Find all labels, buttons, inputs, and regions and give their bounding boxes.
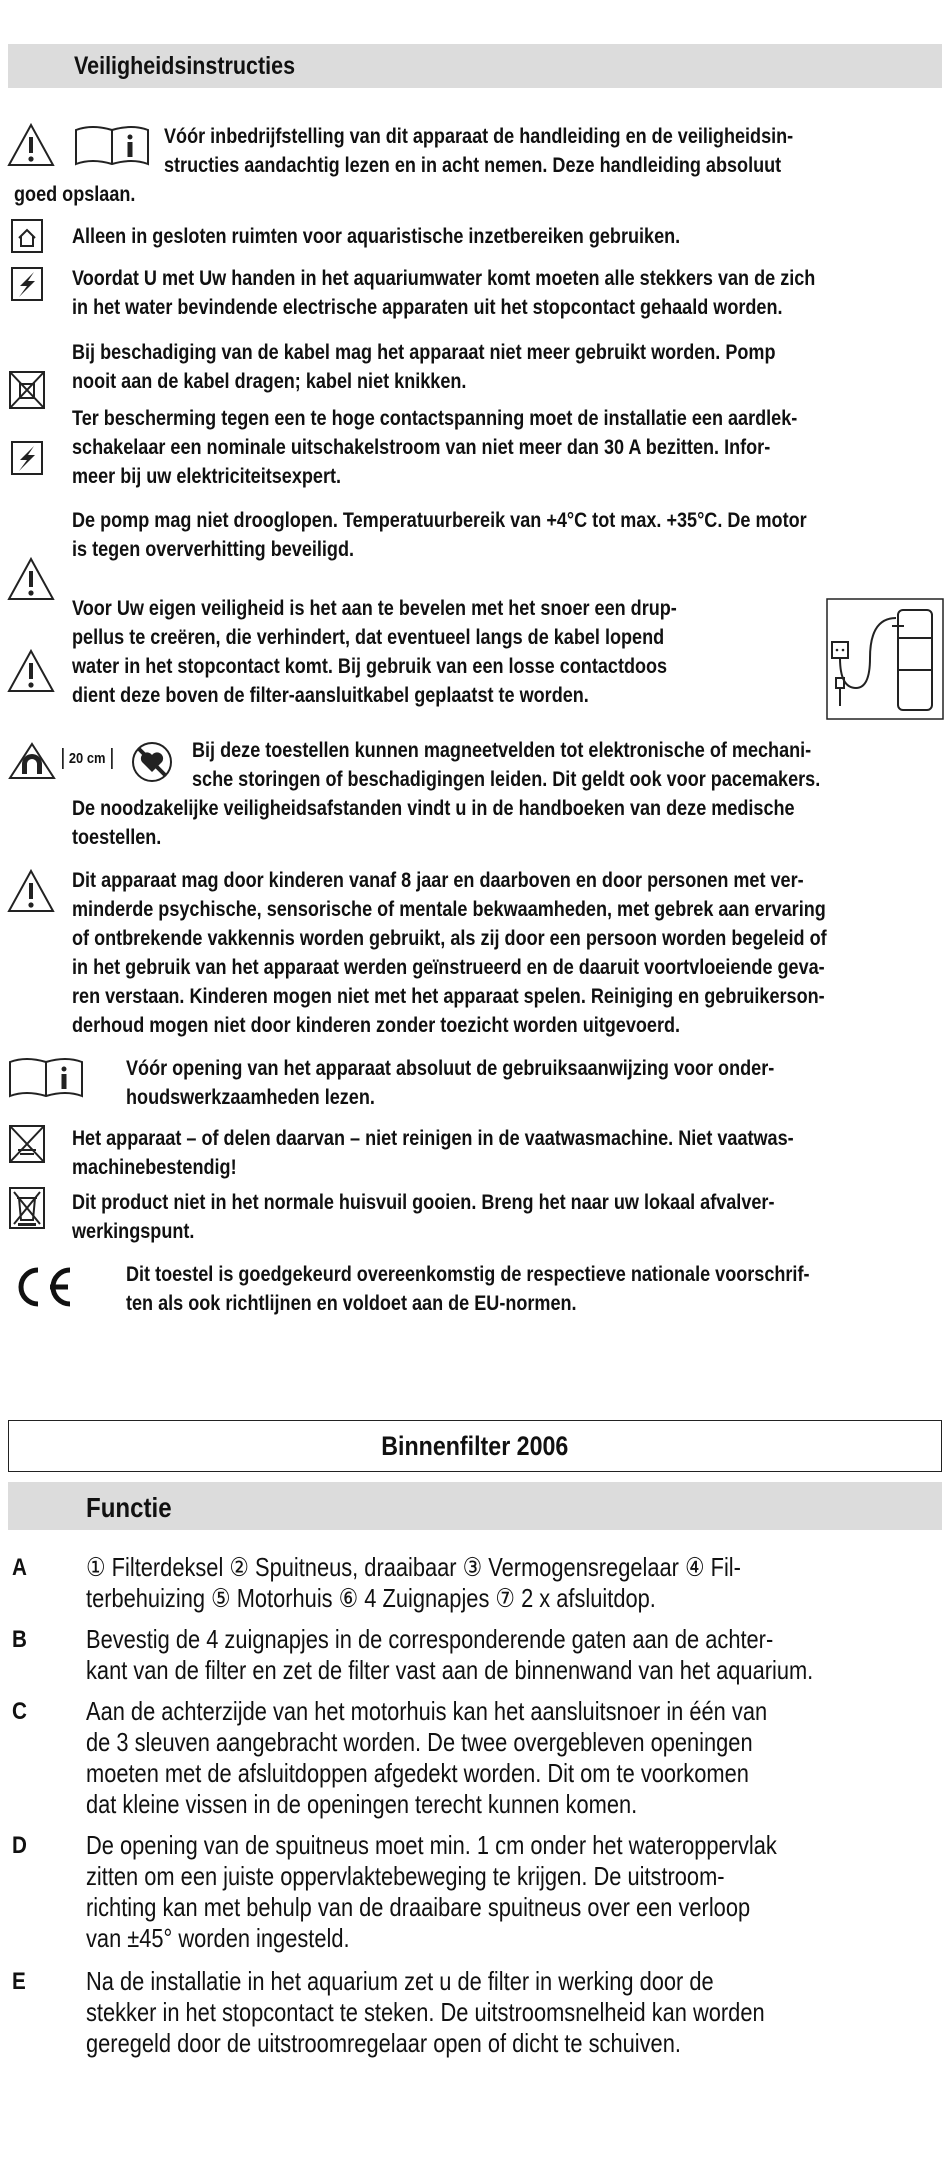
safety-statement-1: Vóór inbedrijfstelling van dit apparaat de handleiding en de veiligheidsin- structies aandachtig lezen en in acht nemen. Deze handleiding absoluut goed opslaan. — [14, 125, 794, 206]
safety-statement-10: Vóór opening van het apparaat absoluut de gebruiksaanwijzing voor onder- houdswerkzaamheden lezen. — [126, 1057, 775, 1109]
safety-statement-6: De pomp mag niet drooglopen. Temperatuurbereik van +4°C tot max. +35°C. De motor is tegen oververhitting beveiligd. — [72, 509, 807, 561]
safety-statement-8: Bij deze toestellen kunnen magneetvelden tot elektronische of mechani- sche storingen of beschadigingen leiden. Dit geldt ook voor pacemakers. De noodzakelijke veiligheidsafstanden vindt u in de handboeken van deze medische toestellen. — [72, 739, 821, 849]
warning-triangle-icon — [6, 868, 56, 914]
function-item-e: Na de installatie in het aquarium zet u de filter in werking door de stekker in het stopcontact te steken. De uitstroomsnelheid kan worden geregeld door de uitstroomregelaar open of dicht te schuiven. — [86, 1966, 765, 2058]
no-dishwasher-icon — [8, 1124, 46, 1164]
safety-statement-2: Alleen in gesloten ruimten voor aquaristische inzetbereiken gebruiken. — [72, 225, 681, 248]
safety-statement-3: Voordat U met Uw handen in het aquariumwater komt moeten alle stekkers van de zich in het water bevindende electrische apparaten uit het stopcontact gehaald worden. — [72, 267, 816, 319]
item-letter-a: A — [12, 1554, 27, 1581]
safety-statement-9: Dit apparaat mag door kinderen vanaf 8 jaar en daarboven en door personen met ver- minderde psychische, sensorische of mentale bekwaamheden, met gebrek aan ervaring of ontbrekende vakkennis worden gebruikt, als zij door een persoon worden begeleid of in het gebruik van het apparaat werden geïnstrueerd en de daaruit voortvloeiende geva- ren verstaan. Kinderen mogen niet met het apparaat spelen. Reiniging en gebruikerson- derhoud mogen niet door kinderen zonder toezicht worden uitgevoerd. — [72, 869, 827, 1037]
ce-mark-icon — [8, 1264, 78, 1310]
safety-statement-13: Dit toestel is goedgekeurd overeenkomstig de respectieve nationale voorschrif- ten als ook richtlijnen en voldoet aan de EU-normen. — [126, 1263, 810, 1315]
safety-statement-11: Het apparaat – of delen daarvan – niet reinigen in de vaatwasmachine. Niet vaatwas- machinebestendig! — [72, 1127, 794, 1179]
indoor-use-icon — [10, 218, 44, 254]
item-letter-e: E — [12, 1968, 26, 1995]
no-cable-pull-icon — [8, 370, 46, 410]
distance-label: 20 cm — [62, 748, 112, 769]
function-item-d: De opening van de spuitneus moet min. 1 cm onder het wateroppervlak zitten om een juiste oppervlaktebeweging te krijgen. De uitstroom- richting kan met behulp van de draaibare spuitneus over een verloop van ±45° worden ingesteld. — [86, 1830, 777, 1953]
product-title-box — [8, 1420, 942, 1472]
safety-statement-5: Ter bescherming tegen een te hoge contactspanning moet de installatie een aardlek- schakelaar een nominale uitschakelstroom van niet meer dan 30 A bezitten. Infor- meer bij uw elektriciteitsexpert. — [72, 407, 798, 488]
electric-shock-icon — [10, 266, 44, 302]
item-letter-c: C — [12, 1698, 27, 1725]
function-title: Functie — [86, 1492, 172, 1523]
item-letter-d: D — [12, 1832, 27, 1859]
function-header-bar — [8, 1482, 942, 1530]
warning-triangle-icon — [6, 556, 56, 602]
warning-triangle-icon — [6, 648, 56, 694]
safety-statement-12: Dit product niet in het normale huisvuil gooien. Breng het naar uw lokaal afvalver- werkingspunt. — [72, 1191, 775, 1243]
electric-shock-icon — [10, 440, 44, 476]
product-title: Binnenfilter 2006 — [381, 1431, 569, 1461]
function-item-a: ① Filterdeksel ② Spuitneus, draaibaar ③ Vermogensregelaar ④ Fil- terbehuizing ⑤ Motorhuis ⑥ 4 Zuignapjes ⑦ 2 x afsluitdop. — [86, 1552, 741, 1613]
weee-bin-icon — [8, 1186, 46, 1230]
item-letter-b: B — [12, 1626, 27, 1653]
safety-statement-4: Bij beschadiging van de kabel mag het apparaat niet meer gebruikt worden. Pomp nooit aan de kabel dragen; kabel niet knikken. — [72, 341, 776, 393]
drip-loop-illustration-icon — [826, 598, 944, 720]
safety-statement-7: Voor Uw eigen veiligheid is het aan te bevelen met het snoer een drup- pellus te creëren, die verhindert, dat eventueel langs de kabel lopend water in het stopcontact komt. Bij gebruik van een losse contactdoos dient deze boven de filter-aansluitkabel geplaatst te worden. — [72, 597, 677, 707]
safety-title: Veiligheidsinstructies — [74, 52, 296, 80]
manual-info-icon — [6, 1054, 86, 1100]
safety-header-bar — [8, 44, 942, 88]
function-item-b: Bevestig de 4 zuignapjes in de corresponderende gaten aan de achter- kant van de filter en zet de filter vast aan de binnenwand van het aquarium. — [86, 1624, 814, 1685]
function-item-c: Aan de achterzijde van het motorhuis kan het aansluitsnoer in één van de 3 sleuven aangebracht worden. De twee overgebleven openingen moeten met de afsluitdoppen afgedekt worden. Dit om te voorkomen dat kleine vissen in de openingen terecht kunnen komen. — [86, 1696, 768, 1819]
